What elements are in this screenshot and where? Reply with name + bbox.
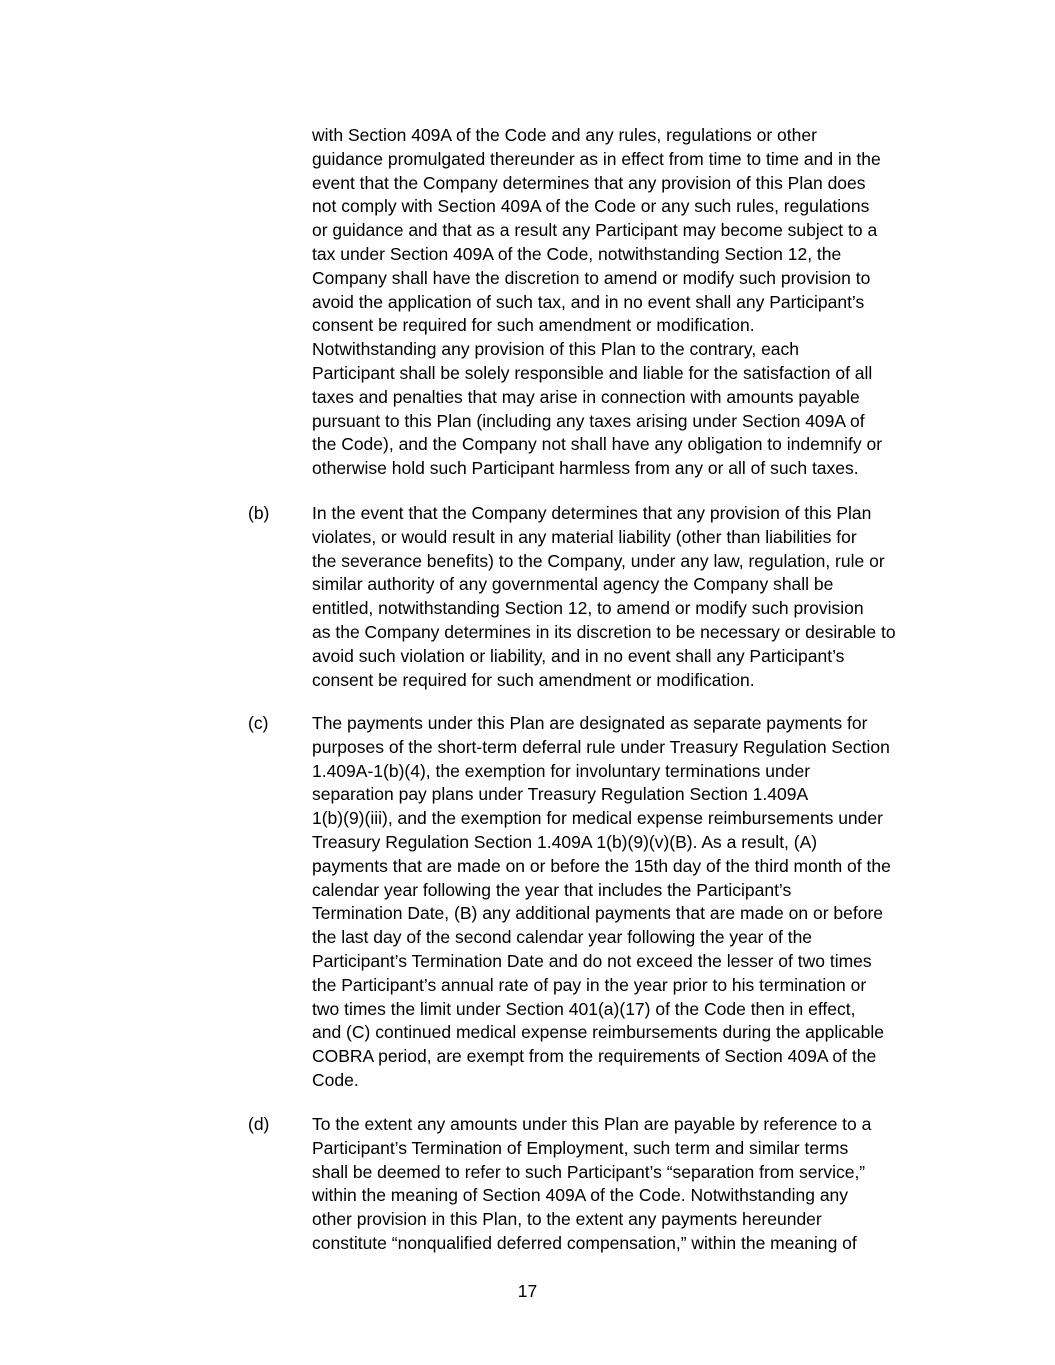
page-number: 17 xyxy=(517,1281,538,1301)
section-b-paragraph: In the event that the Company determines that any provision of this Plan violates, or would result in any material liability (other than liabilities for the severance benefits) to the Company, under any law, regulation, rule or similar authority of any governmental agency the Company shall be entitled, notwithstanding Section 12, to amend or modify such provision as the Company determines in its discretion to be necessary or desirable to avoid such violation or liability, and in no event shall any Participant’s consent be required for such amendment or modification. xyxy=(312,503,896,690)
section-label-c: (c) xyxy=(248,713,269,733)
section-c-paragraph: The payments under this Plan are designated as separate payments for purposes of the short-term deferral rule under Treasury Regulation Section 1.409A-1(b)(4), the exemption for involuntary terminations under separation pay plans under Treasury Regulation Section 1.409A 1(b)(9)(iii), and the exemption for medical expense reimbursements under Treasury Regulation Section 1.409A 1(b)(9)(v)(B). As a result, (A) payments that are made on or before the 15th day of the third month of the calendar year following the year that includes the Participant’s Termination Date, (B) any additional payments that are made on or before the last day of the second calendar year following the year of the Participant’s Termination Date and do not exceed the lesser of two times the Participant’s annual rate of pay in the year prior to his termination or two times the limit under Section 401(a)(17) of the Code then in effect, and (C) continued medical expense reimbursements during the applicable COBRA period, are exempt from the requirements of Section 409A of the Code. xyxy=(312,713,891,1090)
section-label-d: (d) xyxy=(248,1114,270,1134)
continuation-paragraph: with Section 409A of the Code and any rules, regulations or other guidance promulgated thereunder as in effect from time to time and in the event that the Company determines that any provision of this Plan does not comply with Section 409A of the Code or any such rules, regulations or guidance and that as a result any Participant may become subject to a tax under Section 409A of the Code, notwithstanding Section 12, the Company shall have the discretion to amend or modify such provision to avoid the application of such tax, and in no event shall any Participant’s consent be required for such amendment or modification. Notwithstanding any provision of this Plan to the contrary, each Participant shall be solely responsible and liable for the satisfaction of all taxes and penalties that may arise in connection with amounts payable pursuant to this Plan (including any taxes arising under Section 409A of the Code), and the Company not shall have any obligation to indemnify or otherwise hold such Participant harmless from any or all of such taxes. xyxy=(312,125,883,479)
section-d-paragraph: To the extent any amounts under this Plan are payable by reference to a Participant’s Termination of Employment, such term and similar terms shall be deemed to refer to such Participant’s “separation from service,” within the meaning of Section 409A of the Code. Notwithstanding any other provision in this Plan, to the extent any payments hereunder constitute “nonqualified deferred compensation,” within the meaning of xyxy=(312,1114,872,1253)
section-label-b: (b) xyxy=(248,503,270,523)
